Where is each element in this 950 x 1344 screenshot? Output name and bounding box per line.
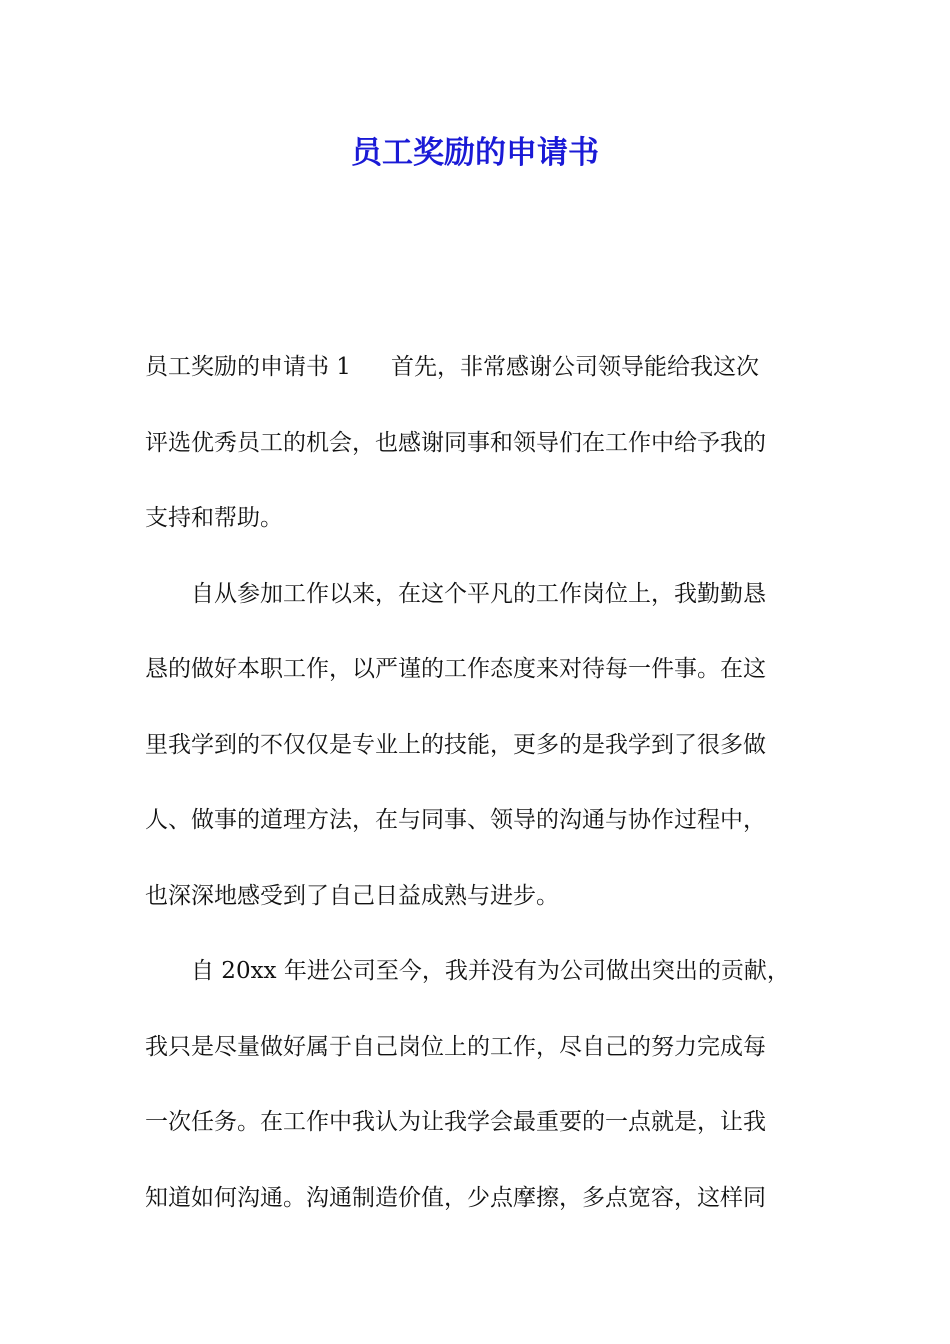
paragraph-line: 我只是尽量做好属于自己岗位上的工作，尽自己的努力完成每 <box>145 1033 766 1060</box>
paragraph-line: 知道如何沟通。沟通制造价值，少点摩擦，多点宽容，这样同 <box>145 1184 766 1211</box>
paragraph-line: 自 20xx 年进公司至今，我并没有为公司做出突出的贡献， <box>191 958 790 984</box>
paragraph-line: 评选优秀员工的机会，也感谢同事和领导们在工作中给予我的 <box>145 429 766 456</box>
paragraph-line: 恳的做好本职工作，以严谨的工作态度来对待每一件事。在这 <box>145 656 766 682</box>
page-title: 员工奖励的申请书 <box>351 135 599 171</box>
paragraph-line: 自从参加工作以来，在这个平凡的工作岗位上，我勤勤恳 <box>191 580 766 607</box>
paragraph-line: 里我学到的不仅仅是专业上的技能，更多的是我学到了很多做 <box>145 731 766 758</box>
paragraph-line <box>145 330 807 406</box>
paragraph-line: 一次任务。在工作中我认为让我学会最重要的一点就是，让我 <box>145 1109 766 1135</box>
document-body <box>145 330 807 1236</box>
paragraph-line: 人、做事的道理方法，在与同事、领导的沟通与协作过程中， <box>145 807 766 833</box>
paragraph-line: 支持和帮助。 <box>145 505 283 531</box>
section-heading: 员工奖励的申请书 1 <box>145 354 351 380</box>
paragraph-line-text: 首先，非常感谢公司领导能给我这次 <box>390 354 759 380</box>
paragraph-line: 也深深地感受到了自己日益成熟与进步。 <box>145 882 559 909</box>
